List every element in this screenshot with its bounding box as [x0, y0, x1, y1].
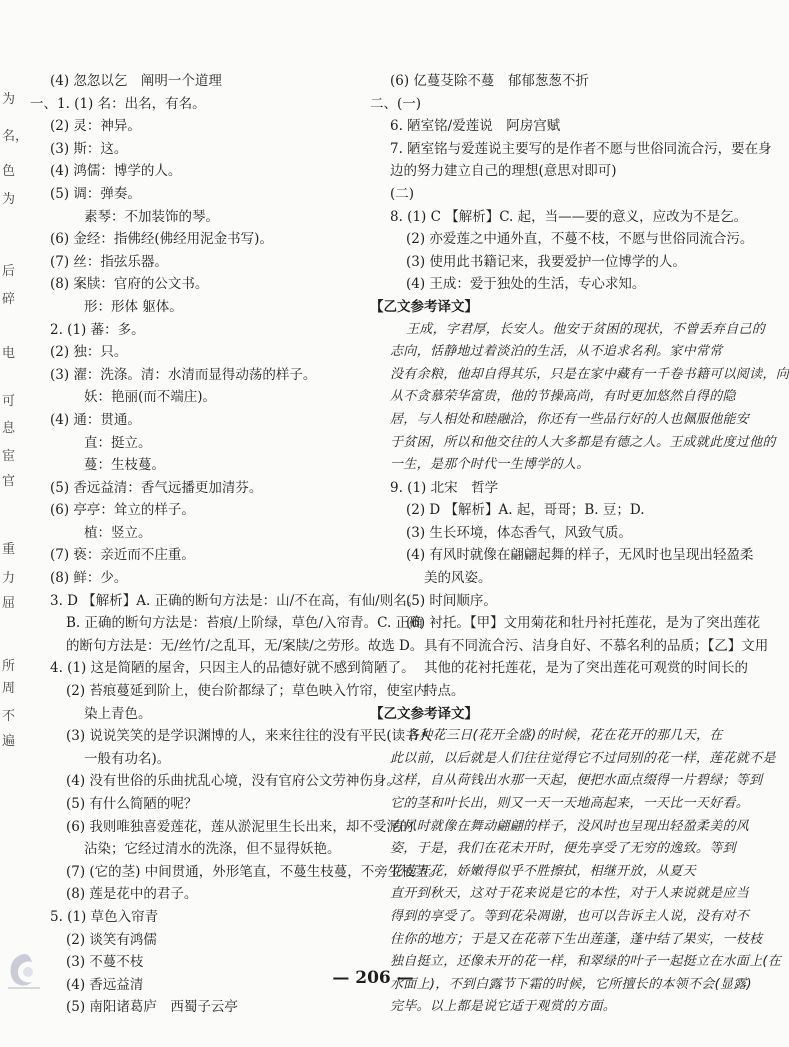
- gutter-char: 碎: [2, 292, 16, 307]
- answer-line: 美的风姿。: [424, 570, 492, 587]
- gutter-char: 名，: [2, 129, 29, 144]
- gutter-char: 色: [2, 164, 16, 179]
- gutter-char: 遍: [2, 734, 16, 749]
- answer-line: (5) 香远益清：香气远播更加清芬。: [50, 479, 263, 496]
- answer-line: 其他的花衬托莲花，是为了突出莲花可观赏的时间长的: [424, 660, 748, 677]
- answer-line: 花苞开花，娇嫩得似乎不胜擦拭，相继开放，从夏天: [390, 863, 696, 879]
- gutter-char: 重: [2, 542, 16, 557]
- gutter-char: 为: [2, 192, 16, 207]
- gutter-char: 不: [2, 709, 16, 724]
- answer-line: 王成，字君厚，长安人。他安于贫困的现状，不曾丢弃自己的: [406, 321, 766, 337]
- answer-line: (2) D 【解析】A. 起，哥哥；B. 豆；D.: [406, 502, 645, 519]
- answer-line: (4) 通：贯通。: [50, 411, 141, 428]
- answer-line: (2) 苔痕蔓延到阶上，使台阶都绿了；草色映入竹帘，使室内: [66, 683, 427, 700]
- answer-line: (5) 有什么简陋的呢？: [66, 796, 198, 812]
- answer-line: (6) 亭亭：耸立的样子。: [50, 502, 195, 519]
- answer-line: 于贫困，所以和他交往的人大多都是有德之人。王成就此度过他的: [390, 434, 776, 450]
- right-column: [370, 70, 789, 1019]
- gutter-char: 息: [2, 421, 16, 436]
- answer-line: (4) 王成：爱于独处的生活，专心求知。: [406, 276, 646, 293]
- section-heading: 【乙文参考译文】: [370, 705, 478, 722]
- answer-line: (8) 鲜：少。: [50, 570, 128, 587]
- gutter-char: 电: [2, 346, 16, 361]
- answer-line: 一、1. (1) 名：出名，有名。: [30, 95, 206, 112]
- answer-line: 特点。: [424, 683, 465, 700]
- answer-line: 一般有功名)。: [84, 750, 171, 767]
- answer-line: (6) 我则唯独喜爱莲花，莲从淤泥里生长出来，却不受泥的: [66, 818, 414, 835]
- answer-line: (二): [390, 185, 415, 202]
- answer-line: 它的茎和叶长出，则又一天一天地高起来，一天比一天好看。: [390, 796, 750, 811]
- answer-line: (2) 灵：神异。: [50, 118, 141, 135]
- answer-line: 居，与人相处和睦融洽，你还有一些品行好的人也佩服他能安: [390, 411, 750, 427]
- gutter-char: 所: [2, 659, 16, 674]
- answer-line: 完毕。以上都是说它适于观赏的方面。: [390, 999, 617, 1015]
- gutter-char: 力: [2, 571, 16, 586]
- gutter-char: 屈: [2, 596, 16, 611]
- answer-line: 妖：艳丽(而不端庄)。: [84, 389, 217, 406]
- answer-line: 此以前，以后就是人们往往觉得它不过同别的花一样，莲花就不是: [390, 750, 776, 766]
- answer-line: (3) 使用此书籍记来，我要爱护一位博学的人。: [406, 253, 686, 270]
- answer-line: 9. (1) 北宋 哲学: [390, 479, 499, 496]
- answer-line: (6) 衬托。【甲】文用菊花和牡丹衬托莲花，是为了突出莲花: [406, 615, 761, 632]
- answer-line: (7) 亵：亲近而不庄重。: [50, 547, 195, 564]
- answer-line: 独自挺立，还像未开的花一样，和翠绿的叶子一起挺立在水面上(在: [390, 954, 782, 970]
- section-heading: 【乙文参考译文】: [370, 298, 478, 315]
- answer-line: 4. (1) 这是简陋的屋舍，只因主人的品德好就不感到简陋了。: [50, 660, 415, 677]
- answer-line: (4) 没有世俗的乐曲扰乱心境，没有官府公文劳神伤身。: [66, 773, 400, 790]
- answer-line: 有风时就像在舞动翩翩的样子，没风时也呈现出轻盈柔美的风: [390, 818, 750, 834]
- answer-line: (3) 说说笑笑的是学识渊博的人，来来往往的没有平民(读书人: [66, 728, 433, 745]
- answer-line: (7) (它的茎) 中间贯通，外形笔直，不蔓生枝蔓，不旁生枝茎。: [66, 863, 442, 880]
- answer-line: 形：形体 躯体。: [84, 298, 183, 315]
- answer-line: 这样，自从荷钱出水那一天起，便把水面点缀得一片碧绿；等到: [390, 773, 763, 789]
- answer-line: 得到的享受了。等到花朵凋谢，也可以告诉主人说，没有对不: [390, 908, 750, 924]
- answer-line: (2) 亦爱莲之中通外直，不蔓不枝，不愿与世俗同流合污。: [406, 231, 754, 248]
- page-number: — 206 —: [332, 968, 414, 988]
- answer-line: 直：挺立。: [84, 434, 152, 451]
- margin-gutter: [0, 70, 29, 1030]
- answer-line: (3) 濯：洗涤。清：水清而显得动荡的样子。: [50, 366, 317, 383]
- gutter-char: 可: [2, 394, 16, 409]
- answer-line: (5) 南阳诸葛庐 西蜀子云亭: [66, 999, 238, 1016]
- answer-line: 志向，恬静地过着淡泊的生活，从不追求名利。家中常常: [390, 344, 723, 360]
- answer-line: (4) 有风时就像在翩翩起舞的样子，无风时也呈现出轻盈柔: [406, 547, 754, 564]
- gutter-char: 为: [2, 92, 16, 107]
- answer-line: 边的努力建立自己的理想(意思对即可): [390, 163, 617, 180]
- gutter-char: 官: [2, 474, 16, 489]
- answer-line: (2) 谈笑有鸿儒: [66, 931, 157, 948]
- answer-line: (3) 生长环境，体态香气，风致气质。: [406, 524, 632, 541]
- answer-line: (6) 亿蔓芟除不蔓 郁郁葱葱不折: [390, 73, 589, 89]
- answer-line: (3) 不蔓不枝: [66, 954, 144, 971]
- answer-line: 2. (1) 蕃：多。: [50, 321, 145, 338]
- answer-line: (4) 鸿儒：博学的人。: [50, 163, 182, 180]
- answer-line: 的断句方法是：无/丝竹/之乱耳，无/案牍/之劳形。故选 D。: [66, 637, 424, 654]
- answer-line: (5) 调：弹奏。: [50, 185, 141, 202]
- answer-line: 5. (1) 草色入帘青: [50, 908, 159, 925]
- answer-line: 3. D 【解析】A. 正确的断句方法是：山/不在高，有仙/则名。: [50, 592, 421, 609]
- answer-line: (8) 莲是花中的君子。: [66, 886, 198, 903]
- answer-line: (8) 案牍：官府的公文书。: [50, 276, 209, 293]
- answer-line: (2) 独：只。: [50, 344, 128, 361]
- answer-line: 一生，是那个时代一生博学的人。: [390, 457, 590, 473]
- answer-line: 二、(一): [370, 95, 422, 112]
- answer-line: B. 正确的断句方法是：苔痕/上阶绿，草色/入帘青。C. 正确: [66, 615, 423, 632]
- gutter-char: 周: [2, 681, 16, 696]
- answer-line: 染上青色。: [84, 705, 152, 722]
- answer-line: 没有余粮，他却自得其乐，只是在家中藏有一千卷书籍可以阅读，向: [390, 366, 789, 382]
- answer-line: (4) 忽忽以乞 阐明一个道理: [50, 73, 222, 89]
- answer-line: 各种花三日(花开全盛)的时候，花在花开的那几天，在: [406, 728, 723, 744]
- answer-line: 8. (1) C 【解析】C. 起，当——要的意义，应改为不是乞。: [390, 208, 748, 225]
- answer-line: 蔓：生枝蔓。: [84, 457, 165, 474]
- answer-line: (5) 时间顺序。: [406, 592, 497, 609]
- answer-line: (6) 金经：指佛经(佛经用泥金书写)。: [50, 231, 273, 248]
- answer-line: 从不贪慕荣华富贵，他的节操高尚，有时更加悠然自得的隐: [390, 389, 736, 405]
- gutter-char: 宦: [2, 449, 16, 464]
- answer-line: 具有不同流合污、洁身自好、不慕名利的品质；【乙】文用: [424, 637, 769, 654]
- answer-line: 直开到秋天，这对于花来说是它的本性，对于人来说就是应当: [390, 886, 750, 902]
- answer-line: 植：竖立。: [84, 524, 152, 541]
- answer-line: 6. 陋室铭/爱莲说 阿房宫赋: [390, 118, 561, 135]
- gutter-char: 后: [2, 264, 16, 279]
- answer-line: 素琴：不加装饰的琴。: [84, 208, 219, 225]
- answer-line: 沾染；它经过清水的洗涤，但不显得妖艳。: [84, 841, 341, 858]
- answer-line: (7) 丝：指弦乐器。: [50, 253, 168, 270]
- answer-line: 住你的地方；于是又在花蒂下生出莲蓬，蓬中结了果实，一枝枝: [390, 931, 763, 947]
- answer-line: 水面上)，不到白露节下霜的时候，它所擅长的本领不会(显露): [390, 976, 752, 992]
- answer-line: 姿，于是，我们在花未开时，便先享受了无穷的逸致。等到: [390, 841, 736, 857]
- answer-line: 7. 陋室铭与爱莲说主要写的是作者不愿与世俗同流合污，要在身: [390, 140, 772, 157]
- answer-line: (3) 斯：这。: [50, 140, 128, 157]
- answer-line: (4) 香远益清: [66, 976, 144, 993]
